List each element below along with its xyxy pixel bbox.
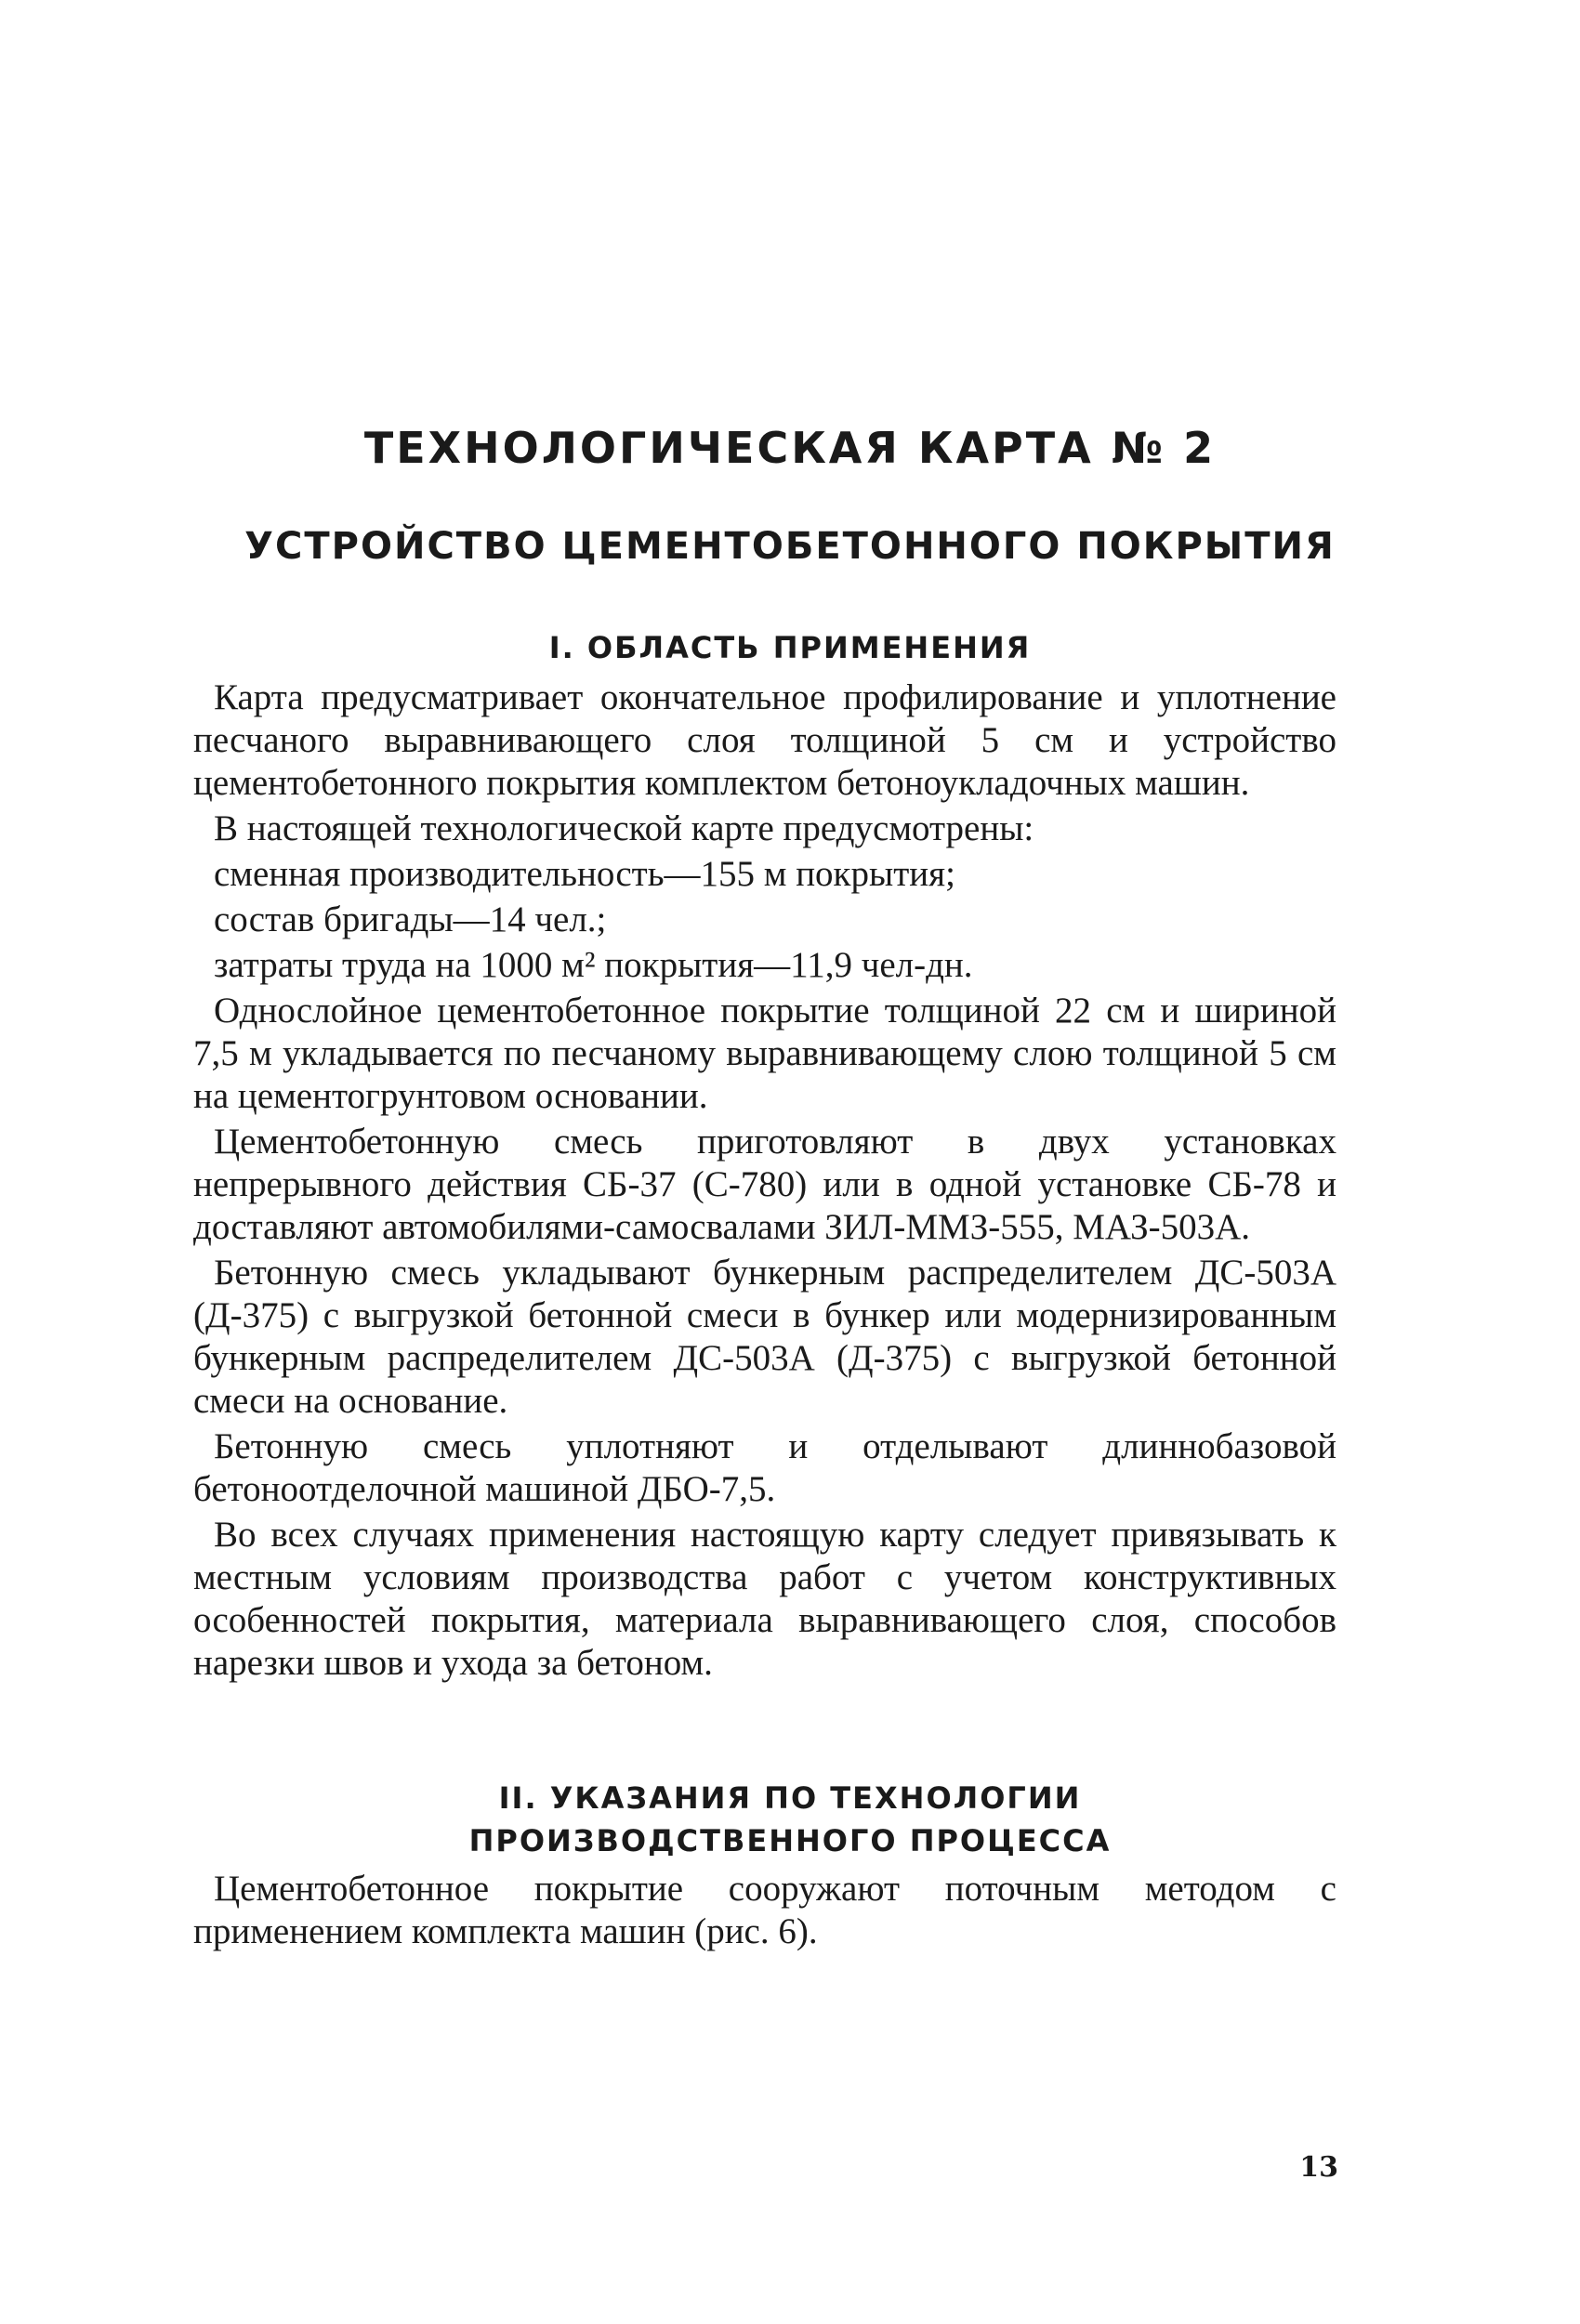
page-number: 13 (1299, 2151, 1338, 2184)
paragraph: В настоящей технологической карте предусмотрены: (214, 808, 1034, 848)
paragraph: Однослойное цементобетонное покрытие толщиной 22 см и шириной 7,5 м укладывается по песчаному выравнивающему слою толщиной 5 см на цементогрунтовом основании. (193, 991, 1336, 1116)
section-technology (186, 1777, 1394, 1956)
section-body-scope (193, 676, 1336, 1687)
list-item: состав бригады—14 чел.; (214, 899, 607, 939)
paragraph: Бетонную смесь укладывают бункерным распределителем ДС-503А (Д-375) с выгрузкой бетонной смеси в бункер или модернизированным бункерным распределителем ДС-503А (Д-375) с выгрузкой бетонной смеси на основание. (193, 1253, 1336, 1421)
section-heading-line: ПРОИЗВОДСТВЕННОГО ПРОЦЕССА (468, 1823, 1112, 1858)
paragraph: Цементобетонную смесь приготовляют в двух установках непрерывного действия СБ-37 (С-780) или в одной установке СБ-78 и доставляют автомобилями-самосвалами ЗИЛ-ММЗ-555, МАЗ-503А. (193, 1122, 1336, 1247)
paragraph: Бетонную смесь уплотняют и отделывают длиннобазовой бетоноотделочной машиной ДБО-7,5. (193, 1426, 1336, 1509)
section-heading-line: II. УКАЗАНИЯ ПО ТЕХНОЛОГИИ (498, 1780, 1082, 1816)
paragraph: Карта предусматривает окончательное профилирование и уплотнение песчаного выравнивающего слоя толщиной 5 см и устройство цементобетонного покрытия комплектом бетоноукладочных машин. (193, 677, 1336, 803)
list-item: сменная производительность—155 м покрытия; (214, 854, 955, 894)
section-heading-scope: I. ОБЛАСТЬ ПРИМЕНЕНИЯ (548, 630, 1032, 665)
list-item: затраты труда на 1000 м² покрытия—11,9 чел-дн. (214, 945, 973, 985)
section-heading-technology (186, 1777, 1394, 1862)
document-subtitle: УСТРОЙСТВО ЦЕМЕНТОБЕТОННОГО ПОКРЫТИЯ (244, 525, 1336, 568)
document-title: ТЕХНОЛОГИЧЕСКАЯ КАРТА № 2 (363, 423, 1217, 473)
paragraph: Цементобетонное покрытие сооружают поточным методом с применением комплекта машин (рис. 6). (193, 1869, 1336, 1951)
section-body-technology (193, 1868, 1336, 1953)
paragraph: Во всех случаях применения настоящую карту следует привязывать к местным условиям производства работ с учетом конструктивных особенностей покрытия, материала выравнивающего слоя, способов нарезки швов и ухода за бетоном. (193, 1515, 1336, 1683)
